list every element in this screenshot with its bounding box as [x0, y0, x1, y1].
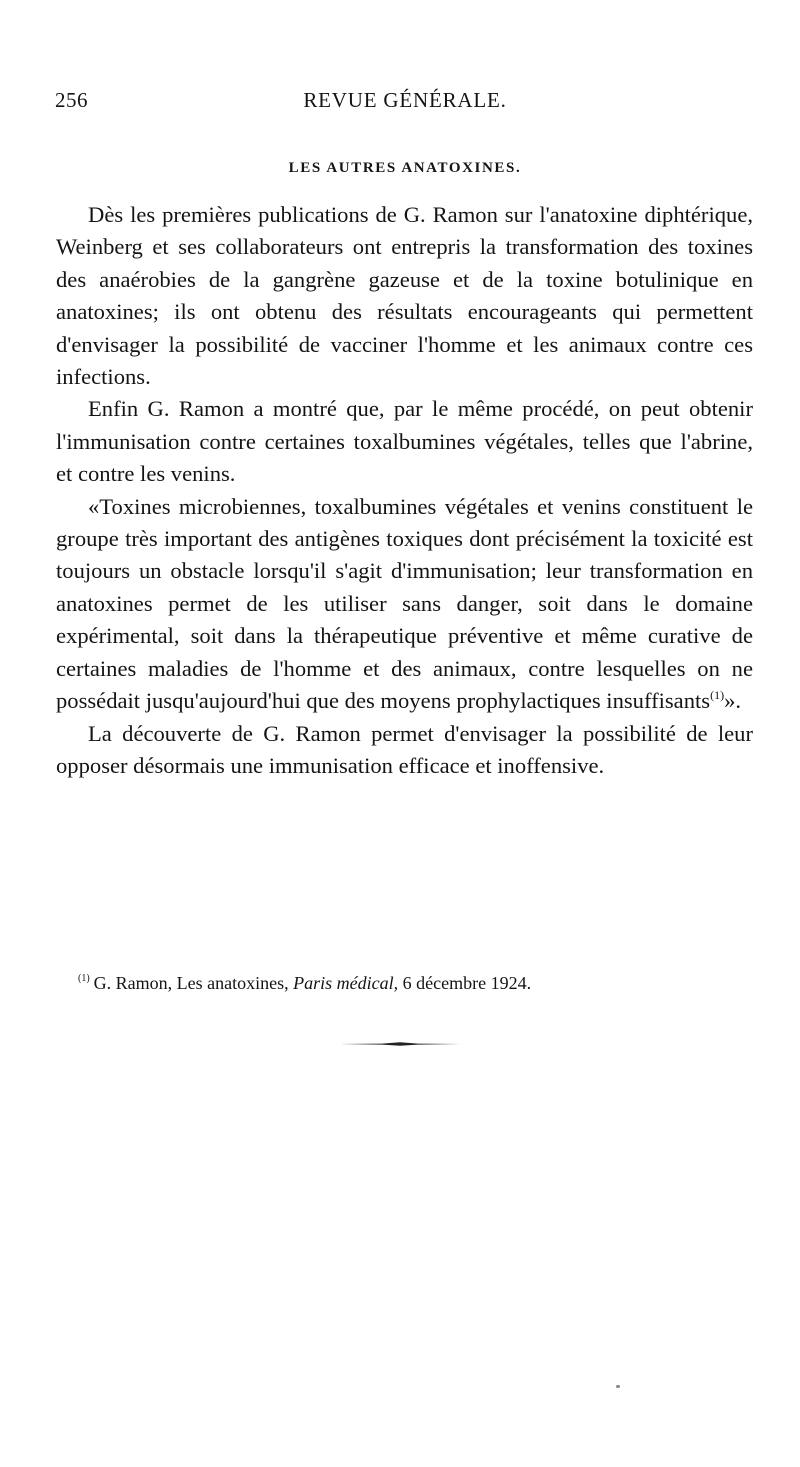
footnote-marker: (1) [78, 973, 90, 984]
running-head [55, 88, 755, 118]
paragraph-3 [56, 491, 753, 718]
footnote-reference[interactable]: (1) [710, 688, 725, 703]
ink-speck [616, 1385, 620, 1388]
footnote-text-before: G. Ramon, Les anatoxines, [93, 973, 289, 993]
section-title: LES AUTRES ANATOXINES. [288, 160, 522, 176]
footnote [78, 967, 758, 995]
paragraph-2: Enfin G. Ramon a montré que, par le même procédé, on peut obtenir l'immunisation contre certaines toxalbumines végétales, telles que l'abrine, et contre les venins. [56, 396, 753, 487]
quote-text: «Toxines microbiennes, toxalbumines végétales et venins constituent le groupe très important des antigènes toxiques dont précisément la toxicité est toujours un obstacle lorsqu'il s'agit d'immunisation; leur transformation en anatoxines permet de les utiliser sans danger, soit dans le domaine expérimental, soit dans la thérapeutique préventive et même curative de certaines maladies de l'homme et des animaux, contre lesquelles on ne possédait jusqu'aujourd'hui que des moyens prophylactiques insuffisants [56, 493, 753, 714]
paragraph-1: Dès les premières publications de G. Ramon sur l'anatoxine diphtérique, Weinberg et ses collaborateurs ont entrepris la transformation des toxines des anaérobies de la gangrène gazeuse et de la toxine botulinique en anatoxines; ils ont obtenu des résultats encourageants qui permettent d'envisager la possibilité de vacciner l'homme et les animaux contre ces infections. [56, 202, 753, 390]
section-end-rule [340, 1041, 460, 1047]
journal-title: REVUE GÉNÉRALE. [303, 88, 507, 112]
paragraph-4: La découverte de G. Ramon permet d'envisager la possibilité de leur opposer désormais une immunisation efficace et inoffensive. [56, 720, 753, 778]
page-number: 256 [55, 88, 88, 112]
quote-close: ». [724, 688, 742, 714]
footnote-journal: Paris médical, [293, 973, 399, 993]
body-text [56, 199, 753, 782]
footnote-text-after: 6 décembre 1924. [402, 973, 532, 993]
